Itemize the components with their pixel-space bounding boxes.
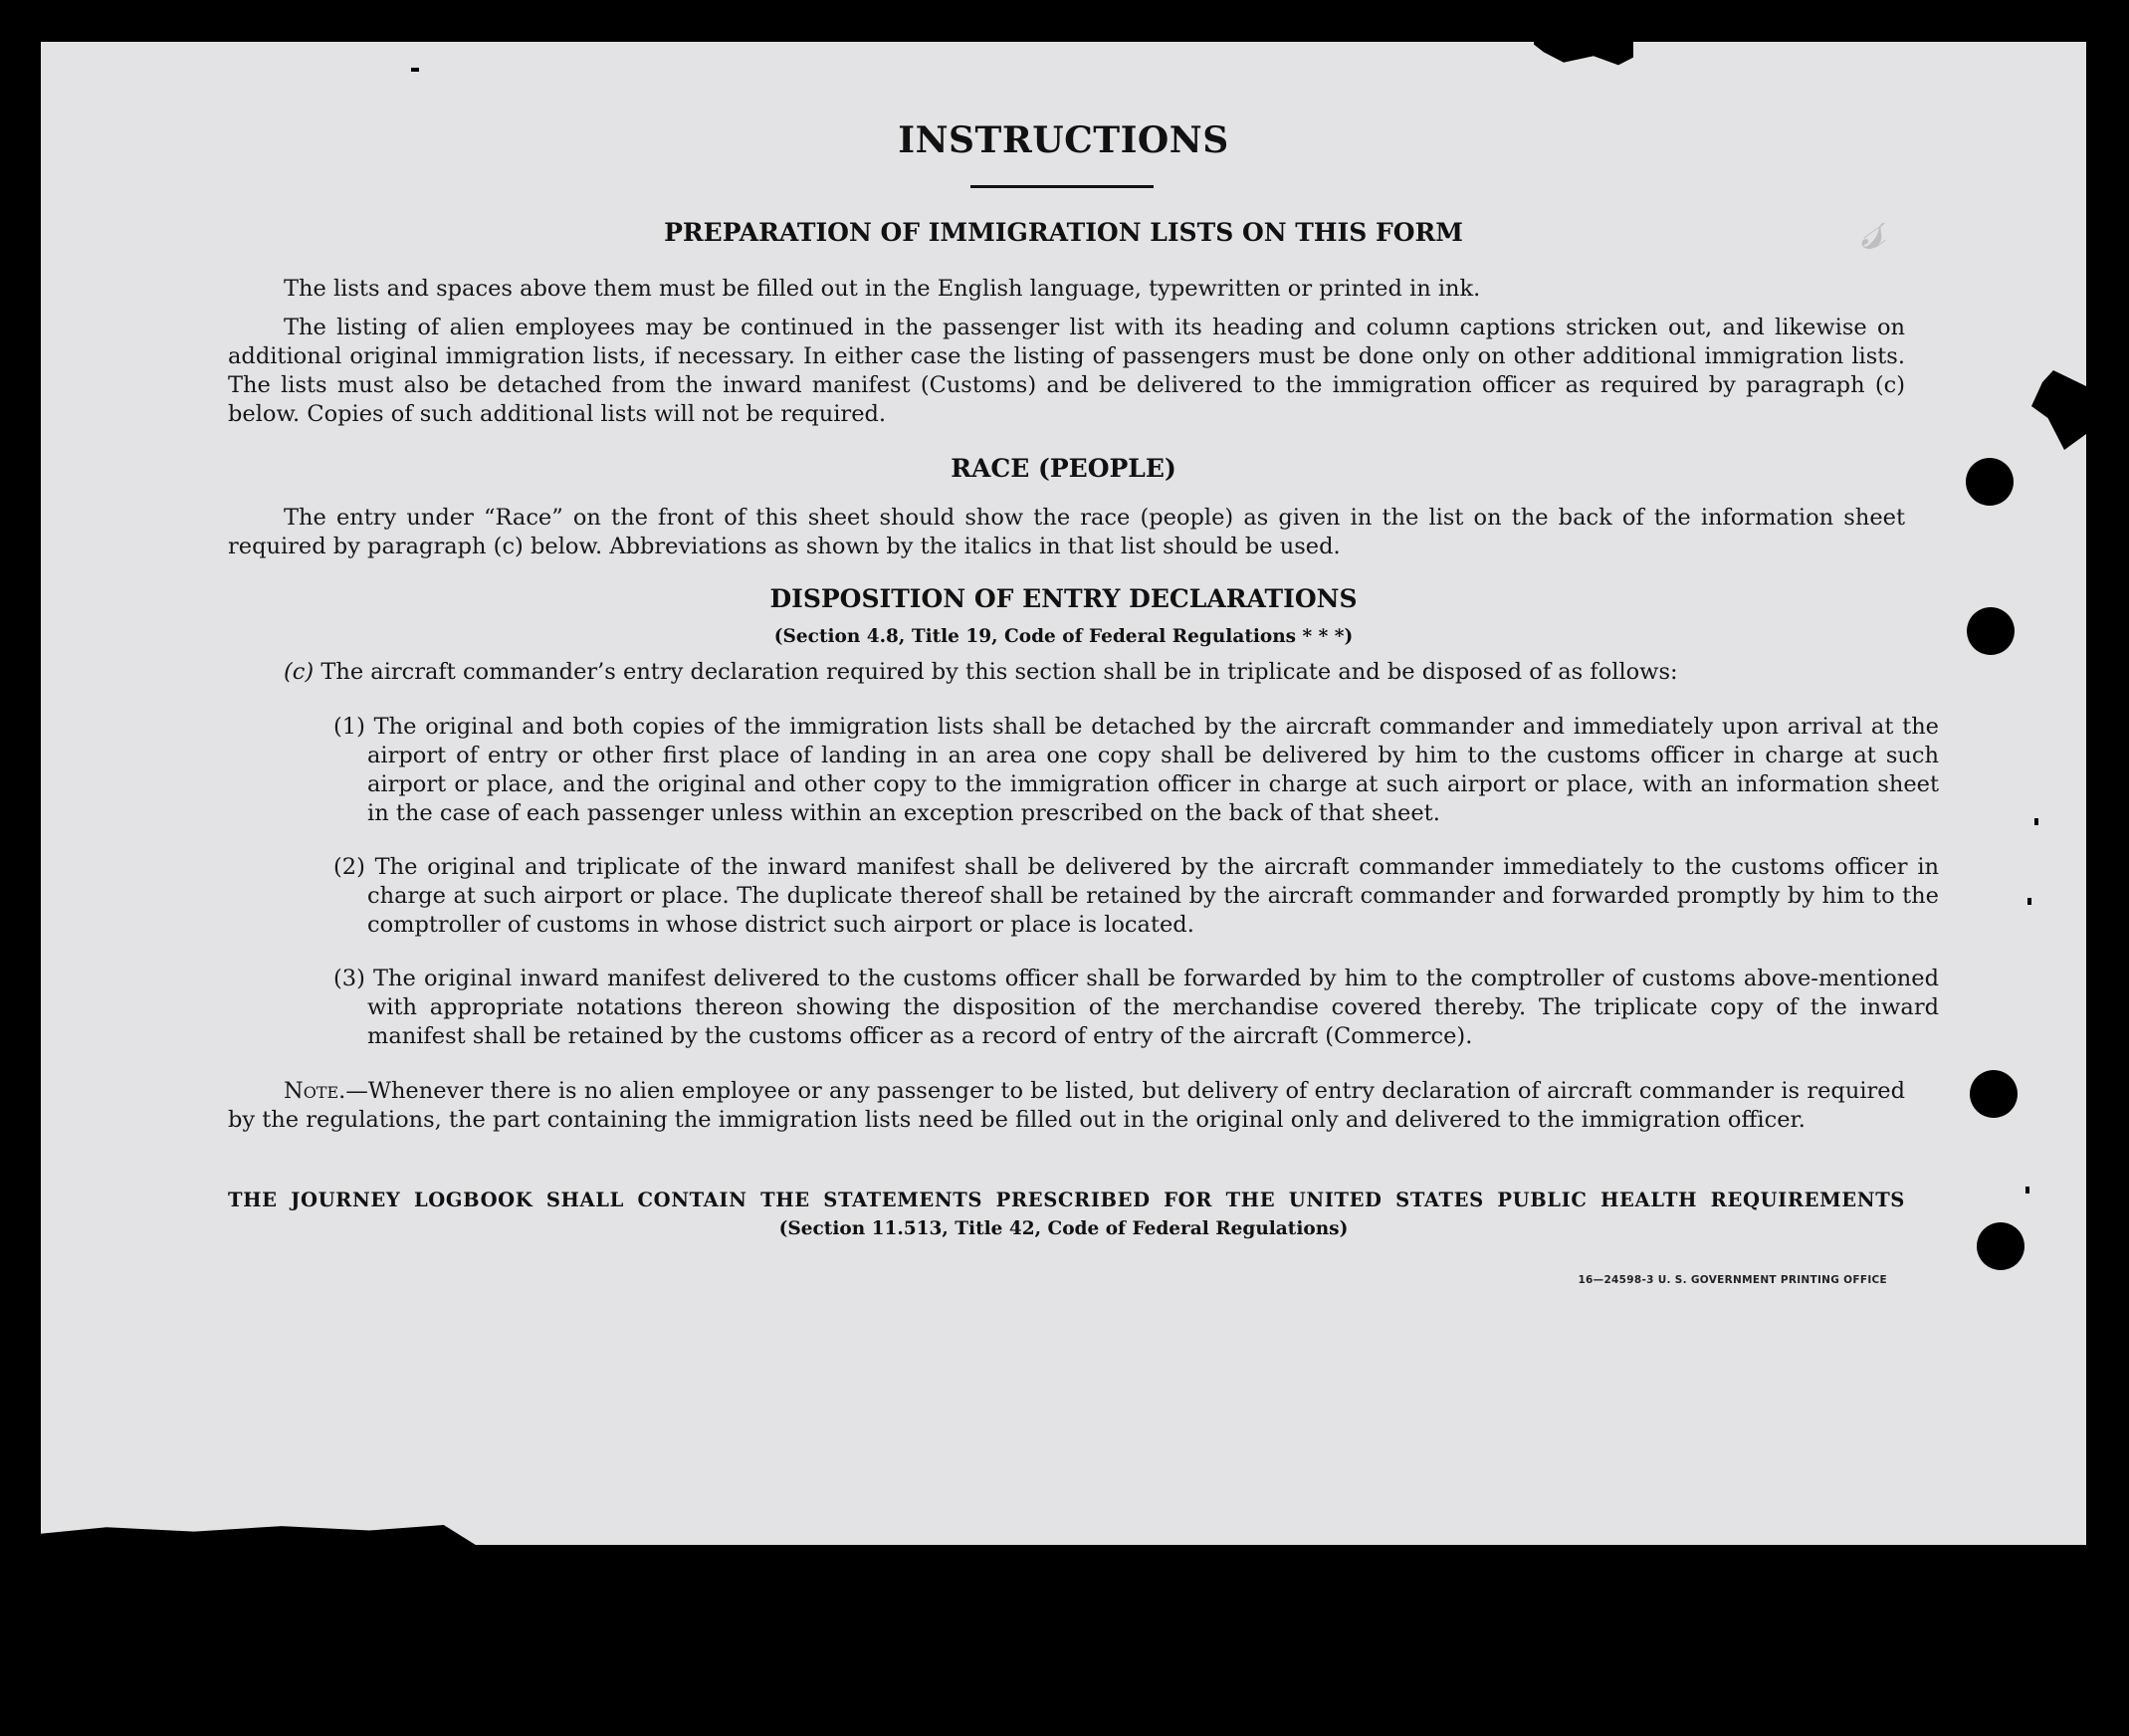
paragraph-label: (c)	[284, 659, 315, 685]
item-text: The original and triplicate of the inward manifest shall be delivered by the aircraft commander immediately to the customs officer in charge at such airport or place. The duplicate thereof shall be retained by the aircraft commander and forwarded promptly by him to the comptroller of customs in whose district such airport or place is located.	[367, 854, 1939, 938]
health-requirements-citation: (Section 11.513, Title 42, Code of Federal Regulations)	[778, 1218, 1349, 1239]
document-page	[41, 42, 2086, 1545]
item-text: The original inward manifest delivered to the customs officer shall be forwarded by him to the comptroller of customs above-mentioned with appropriate notations thereon showing the disposition of the merchandise covered thereby. The triplicate copy of the inward manifest shall be retained by the customs officer as a record of entry of the aircraft (Commerce).	[367, 966, 1940, 1049]
disposition-intro	[284, 658, 1905, 687]
torn-edge-right	[2031, 370, 2086, 450]
preparation-paragraph-1: The lists and spaces above them must be filled out in the English language, typewritten or printed in ink.	[284, 276, 1481, 302]
item-number: (2)	[333, 854, 365, 880]
item-text: The original and both copies of the immigration lists shall be detached by the aircraft commander and immediately upon arrival at the airport of entry or other first place of landing in an area one copy shall be delivered by him to the customs officer in charge at such airport or place, and the original and other copy to the immigration officer in charge at such airport or place, with an information sheet in the case of each passenger unless within an exception prescribed on the back of that sheet.	[367, 714, 1939, 826]
torn-edge-top	[1534, 42, 1633, 68]
section-heading-race: RACE (PEOPLE)	[951, 454, 1176, 483]
torn-edge-bottom	[41, 1525, 479, 1547]
section-heading-disposition: DISPOSITION OF ENTRY DECLARATIONS	[769, 584, 1358, 613]
ink-speck	[2027, 898, 2031, 905]
section-heading-preparation: PREPARATION OF IMMIGRATION LISTS ON THIS FORM	[664, 218, 1463, 247]
health-requirements-statement: THE JOURNEY LOGBOOK SHALL CONTAIN THE STATEMENTS PRESCRIBED FOR THE UNITED STATES PUBLIC HEALTH REQUIREMENTS	[228, 1189, 1905, 1211]
item-number: (3)	[333, 966, 365, 991]
printing-office-imprint: 16—24598-3 U. S. GOVERNMENT PRINTING OFFICE	[1578, 1274, 1887, 1286]
page-title: INSTRUCTIONS	[898, 119, 1229, 161]
ink-speck	[2025, 1187, 2029, 1194]
paragraph-text: The aircraft commander’s entry declaration required by this section shall be in triplicate and be disposed of as follows:	[320, 659, 1678, 685]
disposition-item-3	[333, 965, 1939, 1051]
handwritten-annotation: 𝓈	[1858, 189, 1890, 267]
disposition-item-1	[333, 713, 1939, 828]
race-paragraph: The entry under “Race” on the front of this sheet should show the race (people) as given in the list on the back of the information sheet required by paragraph (c) below. Abbreviations as shown by the italics in that list should be used.	[228, 505, 1905, 559]
punch-hole	[1970, 1070, 2018, 1118]
item-number: (1)	[333, 714, 365, 740]
ink-speck	[411, 68, 419, 72]
disposition-item-2	[333, 853, 1939, 940]
title-underline	[970, 185, 1154, 188]
disposition-citation: (Section 4.8, Title 19, Code of Federal Regulations * * *)	[773, 626, 1354, 647]
note-lead: Note.	[284, 1078, 346, 1104]
preparation-paragraph-2: The listing of alien employees may be continued in the passenger list with its heading and column captions stricken out, and likewise on additional original immigration lists, if necessary. In either case the listing of passengers must be done only on other additional immigration lists. The lists must also be detached from the inward manifest (Customs) and be delivered to the immigration officer as required by paragraph (c) below. Copies of such additional lists will not be required.	[228, 315, 1905, 427]
note-paragraph	[228, 1077, 1905, 1135]
note-text: —Whenever there is no alien employee or any passenger to be listed, but delivery of entry declaration of aircraft commander is required by the regulations, the part containing the immigration lists need be filled out in the original only and delivered to the immigration officer.	[228, 1078, 1905, 1133]
ink-speck	[2034, 818, 2038, 825]
